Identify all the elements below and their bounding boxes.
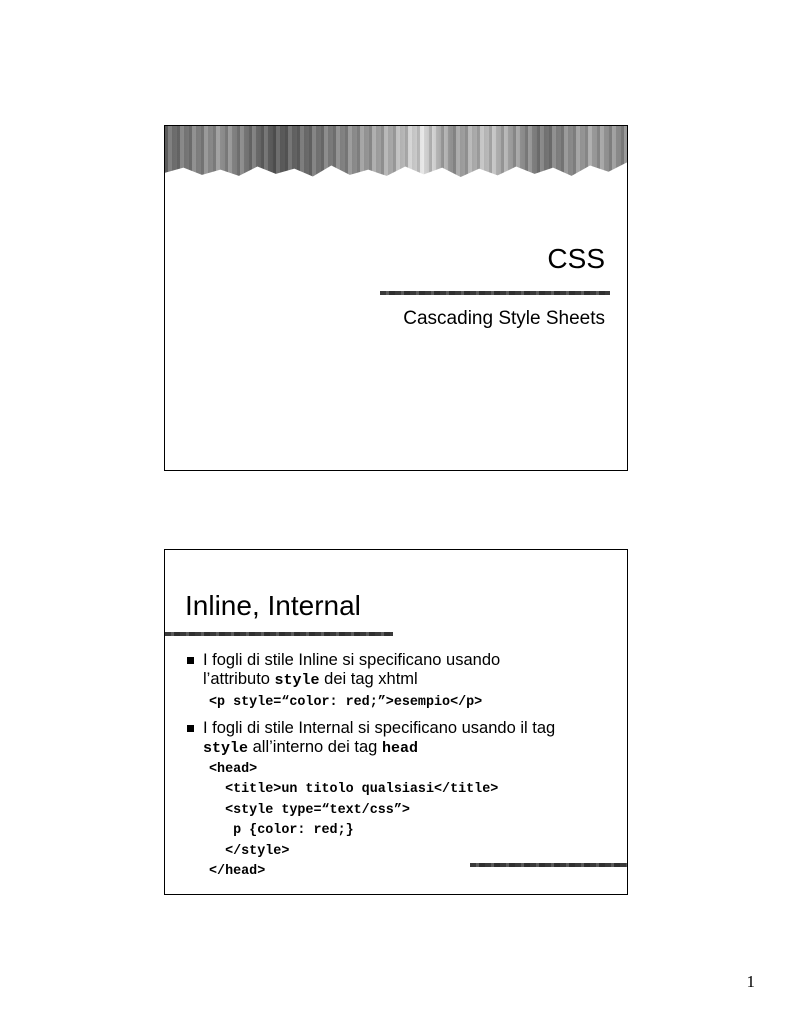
bullet-square-icon — [187, 657, 194, 664]
code-line: p {color: red;} — [209, 823, 354, 838]
code-keyword: head — [381, 739, 418, 757]
bullet-item-internal — [185, 719, 615, 758]
slide-inline-internal — [164, 549, 628, 895]
bullet-text: l’attributo — [203, 670, 275, 688]
bullet-text: I fogli di stile Internal si specificano usando il tag — [203, 718, 556, 737]
bullet-text: all’interno dei tag — [248, 737, 382, 756]
slide-content — [185, 651, 615, 883]
slide-subtitle: Cascading Style Sheets — [403, 308, 605, 329]
slide-banner — [165, 126, 627, 178]
code-line: <style type=“text/css”> — [209, 802, 410, 818]
bullet-item-inline — [185, 651, 615, 690]
footer-divider — [470, 863, 628, 867]
code-line: <head> — [209, 761, 258, 777]
title-divider — [380, 291, 610, 295]
slide-title: Inline, Internal — [185, 590, 361, 621]
bullet-square-icon — [187, 725, 194, 732]
bullet-text: dei tag xhtml — [319, 670, 418, 688]
code-keyword: style — [203, 739, 249, 757]
slide-title: CSS — [547, 243, 605, 274]
code-line: </head> — [209, 864, 266, 879]
code-example-inline: <p style=“color: red;”>esempio</p> — [209, 695, 483, 710]
title-divider — [165, 632, 393, 636]
bullet-text: I fogli di stile Inline si specificano usando — [203, 651, 501, 669]
page-number: 1 — [746, 972, 755, 991]
code-line: <title>un titolo qualsiasi</title> — [209, 782, 499, 797]
code-keyword: style — [274, 672, 320, 689]
code-line: </style> — [209, 843, 290, 859]
slide-css-title — [164, 125, 628, 471]
